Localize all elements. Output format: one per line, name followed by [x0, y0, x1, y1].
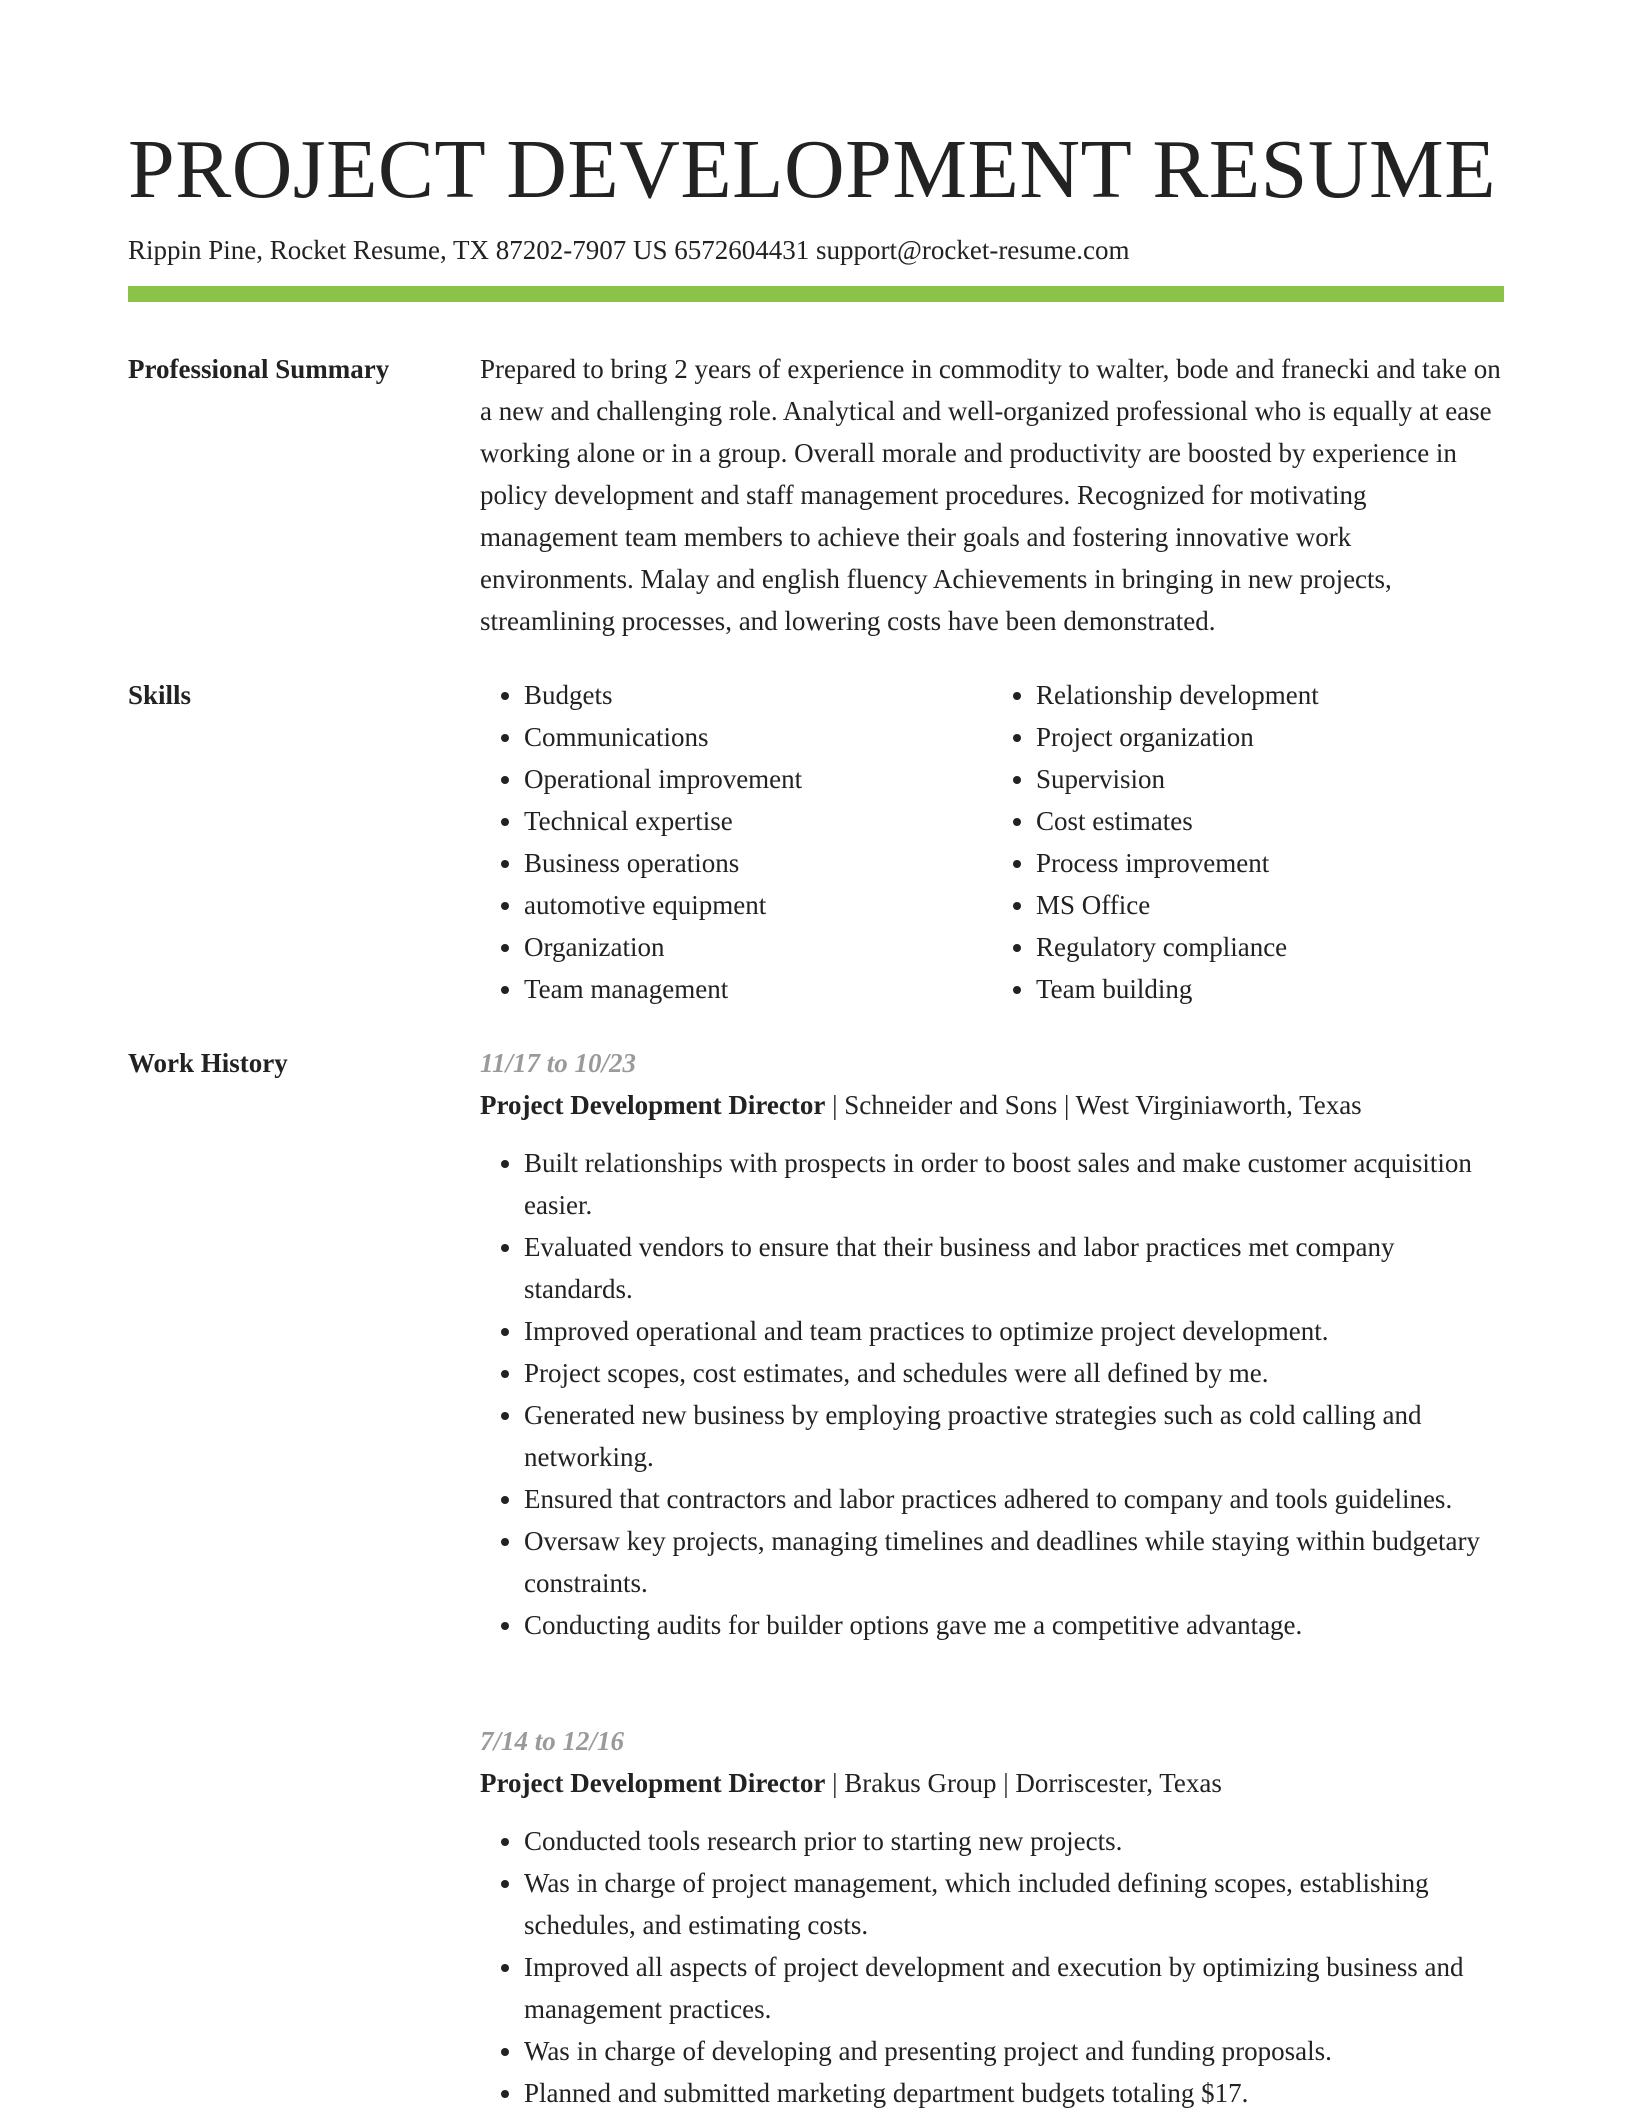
job-bullet: • Conducted tools research prior to starting new projects. — [524, 1820, 1504, 1862]
job-bullet: • Improved all aspects of project development and execution by optimizing business and management practices. — [524, 1946, 1504, 2030]
job-bullet: • Generated new business by employing proactive strategies such as cold calling and networking. — [524, 1394, 1504, 1478]
job-bullets — [480, 1142, 1504, 1646]
skill-item: • Communications — [524, 716, 992, 758]
skill-item: • MS Office — [1036, 884, 1504, 926]
job-title-line — [480, 1762, 1504, 1804]
job-title: Project Development Director — [480, 1090, 826, 1120]
job-bullet: • Ensured that contractors and labor practices adhered to company and tools guidelines. — [524, 1478, 1504, 1520]
header-divider — [128, 286, 1504, 302]
skill-item: • Team management — [524, 968, 992, 1010]
job-dates: 11/17 to 10/23 — [480, 1048, 637, 1078]
skill-item: • Operational improvement — [524, 758, 992, 800]
job-title-line — [480, 1084, 1504, 1126]
job-bullet: • Planned and submitted marketing department budgets totaling $17. — [524, 2072, 1504, 2114]
skill-item: • Business operations — [524, 842, 992, 884]
job-bullet: • Improved operational and team practices to optimize project development. — [524, 1310, 1504, 1352]
summary-heading: Professional Summary — [128, 354, 390, 384]
job-bullet: • Project scopes, cost estimates, and schedules were all defined by me. — [524, 1352, 1504, 1394]
skill-item: • Technical expertise — [524, 800, 992, 842]
skill-item: • Relationship development — [1036, 674, 1504, 716]
job-bullet: • Was in charge of developing and presenting project and funding proposals. — [524, 2030, 1504, 2072]
job-title: Project Development Director — [480, 1768, 826, 1798]
job-employer-location: | Brakus Group | Dorriscester, Texas — [825, 1768, 1222, 1798]
job-dates: 7/14 to 12/16 — [480, 1726, 625, 1756]
job-bullet: • Built relationships with prospects in order to boost sales and make customer acquisition easier. — [524, 1142, 1504, 1226]
skill-item: • Supervision — [1036, 758, 1504, 800]
phone: 6572604431 — [674, 235, 810, 265]
job-bullet: • Evaluated vendors to ensure that their business and labor practices met company standards. — [524, 1226, 1504, 1310]
job-bullet: • Oversaw key projects, managing timelines and deadlines while staying within budgetary constraints. — [524, 1520, 1504, 1604]
skill-item: • Regulatory compliance — [1036, 926, 1504, 968]
job-entry — [480, 1720, 1504, 2114]
job-entry — [480, 1042, 1504, 1646]
skill-item: • Budgets — [524, 674, 992, 716]
skills-section — [480, 674, 1504, 1010]
email: support@rocket-resume.com — [816, 235, 1130, 265]
job-bullet: • Conducting audits for builder options gave me a competitive advantage. — [524, 1604, 1504, 1646]
address: Rippin Pine, Rocket Resume, TX 87202-7907 US — [128, 235, 668, 265]
skill-item: • Cost estimates — [1036, 800, 1504, 842]
job-employer-location: | Schneider and Sons | West Virginiaworth, Texas — [825, 1090, 1362, 1120]
skill-item: • Process improvement — [1036, 842, 1504, 884]
summary-section — [480, 348, 1504, 642]
summary-text: Prepared to bring 2 years of experience in commodity to walter, bode and franecki and take on a new and challenging role. Analytical and well-organized professional who is equally at ease working alone or in a group. Overall morale and productivity are boosted by experience in policy development and staff management procedures. Recognized for motivating management team members to achieve their goals and fostering innovative work environments. Malay and english fluency Achievements in bringing in new projects, streamlining processes, and lowering costs have been demonstrated. — [480, 354, 1501, 636]
work-history-heading: Work History — [128, 1048, 288, 1078]
job-bullet: • Was in charge of project management, which included defining scopes, establishing schedules, and estimating costs. — [524, 1862, 1504, 1946]
skills-heading: Skills — [128, 680, 192, 710]
skill-item: • automotive equipment — [524, 884, 992, 926]
job-bullets — [480, 1820, 1504, 2114]
skill-item: • Project organization — [1036, 716, 1504, 758]
skills-list-left — [480, 674, 992, 1010]
resume-title: PROJECT DEVELOPMENT RESUME — [128, 123, 1497, 216]
contact-line — [128, 232, 1130, 268]
skill-item: • Organization — [524, 926, 992, 968]
skill-item: • Team building — [1036, 968, 1504, 1010]
skills-list-right — [992, 674, 1504, 1010]
